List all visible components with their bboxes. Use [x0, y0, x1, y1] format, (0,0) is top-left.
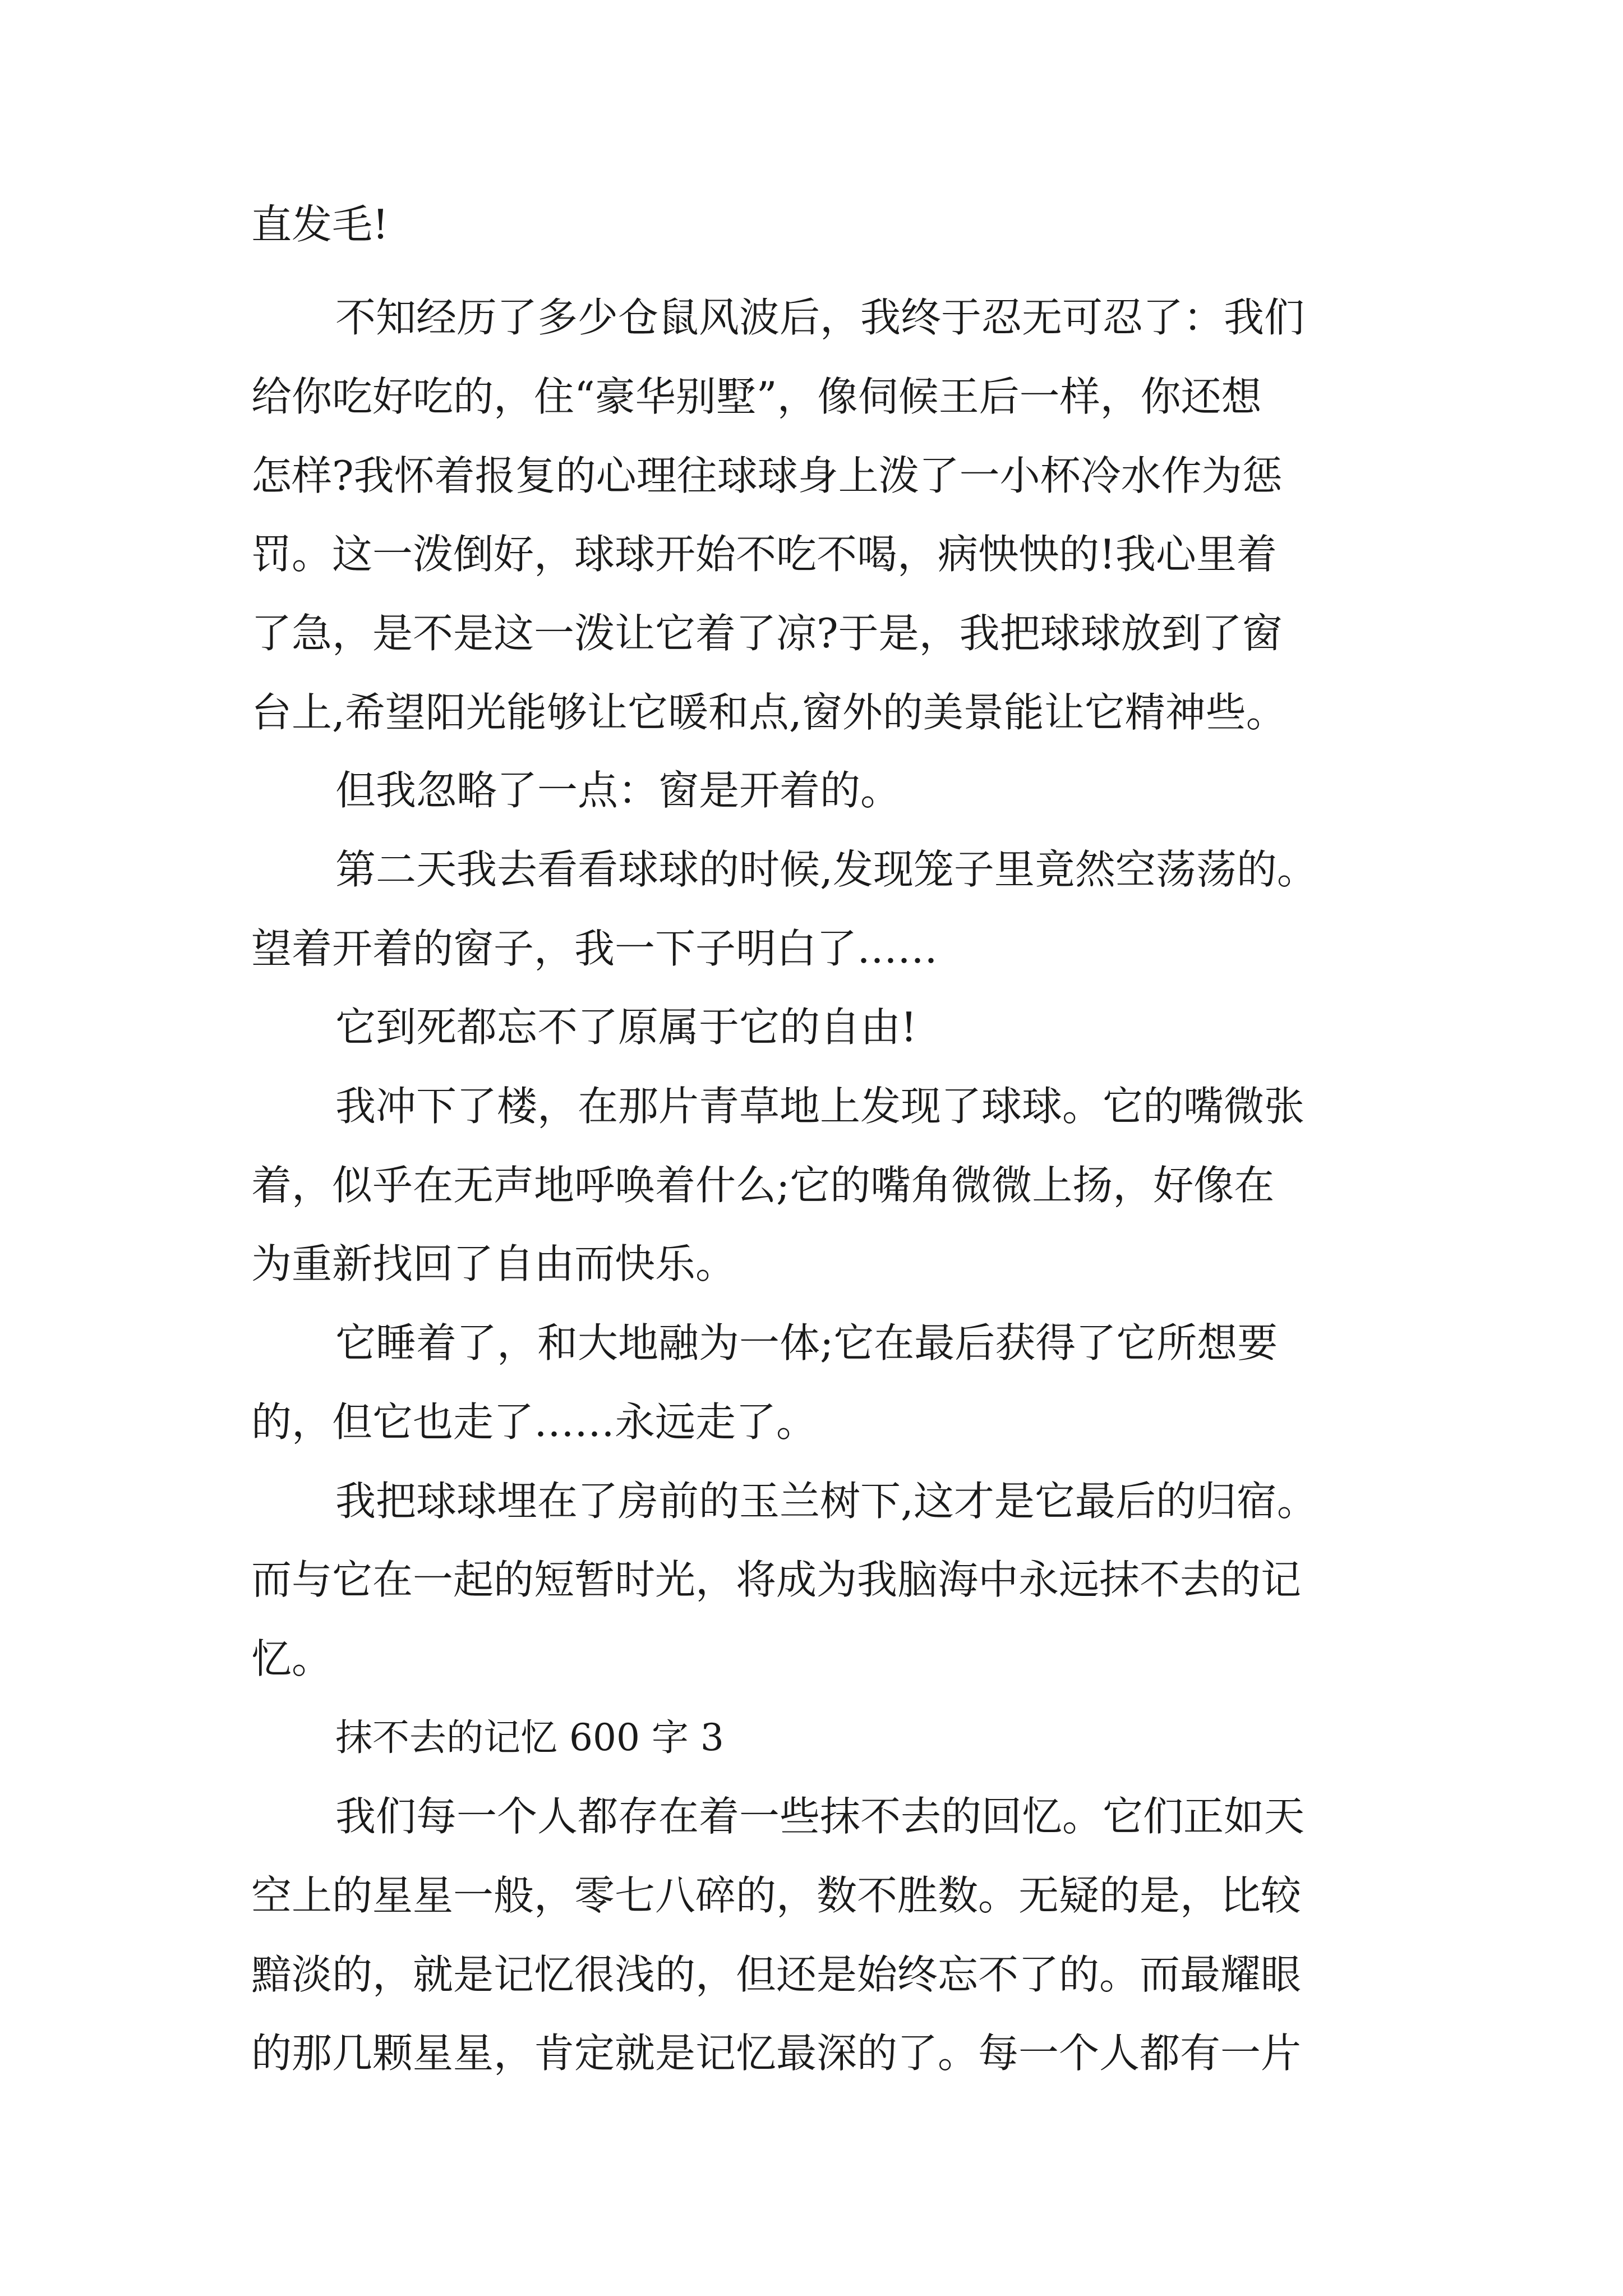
text-line: 了急，是不是这一泼让它着了凉?于是，我把球球放到了窗 — [251, 610, 1283, 657]
text-line: 直发毛! — [251, 201, 389, 248]
section-heading: 抹不去的记忆 600 字 3 — [335, 1716, 724, 1759]
text-line: 不知经历了多少仓鼠风波后，我终于忍无可忍了：我们 — [335, 294, 1305, 341]
text-line: 的那几颗星星，肯定就是记忆最深的了。每一个人都有一片 — [251, 2030, 1302, 2077]
text-line: 给你吃好吃的，住“豪华别墅”，像伺候王后一样，你还想 — [251, 373, 1262, 420]
text-line: 为重新找回了自由而快乐。 — [251, 1240, 736, 1287]
text-line: 我把球球埋在了房前的玉兰树下,这才是它最后的归宿。 — [335, 1478, 1317, 1525]
text-line: 着，似乎在无声地呼唤着什么;它的嘴角微微上扬，好像在 — [251, 1162, 1275, 1209]
text-line: 黯淡的，就是记忆很浅的，但还是始终忘不了的。而最耀眼 — [251, 1951, 1302, 1998]
text-line: 第二天我去看看球球的时候,发现笼子里竟然空荡荡的。 — [335, 846, 1317, 893]
text-line: 它到死都忘不了原属于它的自由! — [335, 1004, 917, 1051]
text-line: 而与它在一起的短暂时光，将成为我脑海中永远抹不去的记 — [251, 1556, 1302, 1603]
text-line: 我们每一个人都存在着一些抹不去的回忆。它们正如天 — [335, 1793, 1305, 1840]
text-line: 但我忽略了一点：窗是开着的。 — [335, 767, 901, 814]
text-line: 罚。这一泼倒好，球球开始不吃不喝，病怏怏的!我心里着 — [251, 531, 1277, 578]
text-line: 怎样?我怀着报复的心理往球球身上泼了一小杯冷水作为惩 — [251, 452, 1283, 499]
text-line: 它睡着了，和大地融为一体;它在最后获得了它所想要 — [335, 1319, 1278, 1366]
text-line: 我冲下了楼，在那片青草地上发现了球球。它的嘴微张 — [335, 1083, 1305, 1130]
text-line: 台上,希望阳光能够让它暖和点,窗外的美景能让它精神些。 — [251, 689, 1287, 736]
text-line: 的，但它也走了……永远走了。 — [251, 1398, 817, 1446]
text-line: 望着开着的窗子，我一下子明白了…… — [251, 925, 938, 972]
text-line: 空上的星星一般，零七八碎的，数不胜数。无疑的是，比较 — [251, 1872, 1302, 1919]
text-line: 忆。 — [251, 1635, 333, 1682]
